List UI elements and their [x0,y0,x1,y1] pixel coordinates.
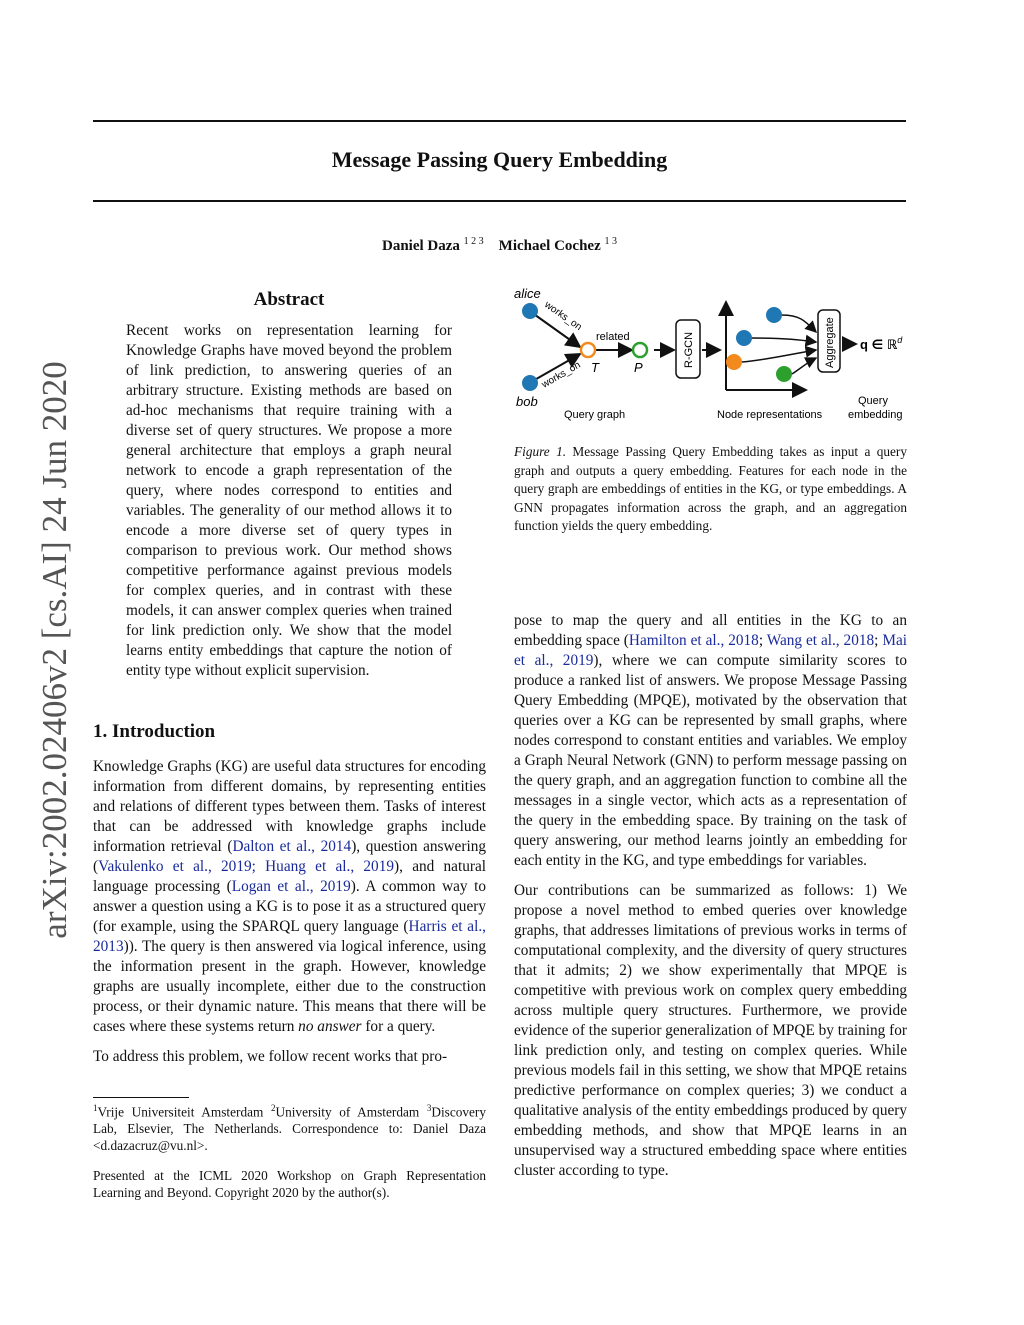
node-repr-label: Node representations [717,409,823,421]
author-name: Michael Cochez [498,238,601,254]
citation-link[interactable]: Harris et al., 2013 [93,918,486,955]
citation-link[interactable]: Vakulenko et al., 2019; Huang et al., 2019 [98,858,395,875]
citation-link[interactable]: Hamilton et al., 2018 [628,632,759,649]
works-on-label-1: works_on [542,299,584,334]
aggregate-label: Aggregate [824,317,836,368]
works-on-label-2: works_on [540,359,583,391]
bob-label: bob [516,394,538,409]
repr-point [736,330,752,346]
figure-1 [506,282,916,427]
query-emb-label: Query [858,395,888,407]
node-bob [522,375,538,391]
author-affil: 1 2 3 [463,236,484,247]
intro-paragraph: To address this problem, we follow recent works that pro- [93,1048,448,1065]
footnote-affiliations: $^1$Vrije Universiteit Amsterdam $^2$University of Amsterdam $^3$Discovery Lab, Elsevier, The Netherlands. Correspondence to: Daniel Daza <d.dazacruz@vu.nl>. [93,1103,486,1154]
intro-paragraph: Knowledge Graphs (KG) are useful data structures for encoding information from different domains, by representing entities and relations of different types between them. Tasks of interest that can be addressed with knowledge graphs include information retrieval (Dalton et al., 2014), question answering (Vakulenko et al., 2019; Huang et al., 2019), and natural language processing (Logan et al., 2019). A common way to answer a question using a KG is to pose it as a structured query (for example, using the SPARQL query language (Harris et al., 2013)). The query is then answered via logical inference, using the information present in the graph. However, knowledge graphs are usually incomplete, either due to the construction process, or their dynamic nature. This means that there will be cases where these systems return no answer for a query. [93,758,487,1035]
query-graph-label: Query graph [564,409,626,421]
author-name: Daniel Daza [382,238,460,254]
footnote-presented: Presented at the ICML 2020 Workshop on Graph Representation Learning and Beyond. Copyright 2020 by the author(s). [93,1168,486,1200]
node-T [581,343,595,357]
citation-link[interactable]: Wang et al., 2018 [766,632,875,649]
repr-point [766,307,782,323]
related-label: related [596,331,630,343]
rgcn-label: R-GCN [683,331,695,368]
arxiv-side-label: arXiv:2002.02406v2 [cs.AI] 24 Jun 2020 [35,361,74,939]
intro-right-column [514,611,907,1181]
title-rule [93,200,906,202]
intro-left-column [93,757,486,1067]
top-rule [93,120,906,122]
caption-text: Message Passing Query Embedding takes as input a query graph and outputs a query embedding. Features for each node in the query graph are embeddings of entities in the KG, or type embeddings. A GNN propagates information across the graph, and an aggregation function yields the query embedding. [514,444,907,533]
paper-title: Message Passing Query Embedding [331,147,668,172]
intro-paragraph: Our contributions can be summarized as follows: 1) We propose a novel method to embed queries over knowledge graphs, that addresses limitations of previous works in terms of computational complexity, and the diversity of query structures that it admits; 2) we show experimentally that MPQE is competitive with previous work on complex query embedding across multiple query structures. Furthermore, we provide evidence of the superior generalization of MPQE by training for link prediction only, and testing on complex queries. While previous models fail in this setting, we show that MPQE retains predictive performance on complex queries; 3) we conduct a qualitative analysis of the entity embeddings produced by query embedding methods, and show that MPQE learns in an unsupervised way a structured embedding space where entities cluster according to type. [514,882,907,1179]
footnote-rule [93,1097,189,1098]
P-label: P [634,360,643,375]
abstract-text: Recent works on representation learning for Knowledge Graphs have moved beyond the problem of link prediction, to answering queries of an arbitrary structure. Existing methods are based on ad-hoc mechanisms that require training with a diverse set of query structures. We propose a more general architecture that employs a graph neural network to encode a graph representation of the query, where nodes correspond to entities and variables. The generality of our method allows it to encode a more diverse set of query types in comparison to previous work. Our method shows competitive performance against previous models for complex queries, and in contrast with these models, it can answer complex queries when trained for link prediction only. We show that the model learns entity embeddings that capture the notion of entity type without explicit supervision. [126,322,452,679]
caption-label: Figure 1. [514,444,567,459]
repr-point [776,366,792,382]
author-affil: 1 3 [604,236,617,247]
repr-point [726,354,742,370]
node-alice [522,303,538,319]
figure-caption [514,443,907,536]
intro-paragraph: pose to map the query and all entities in the KG to an embedding space (Hamilton et al., 2018; Wang et al., 2018; Mai et al., 2019), where we can compute similarity scores to produce a ranked list of answers. We propose Message Passing Query Embedding (MPQE), motivated by the observation that queries over a KG can be represented by small graphs, where nodes correspond to constant entities and variables. We employ a Graph Neural Network (GNN) to perform message passing on the query graph, and an aggregation function to combine all the messages in a single vector, which acts as a representation of the query in the embedding space. By training on the task of query answering, our method learns jointly an embedding for each entity in the KG, and type embeddings for variables. [514,612,907,869]
citation-link[interactable]: Logan et al., 2019 [231,878,351,895]
query-emb-label: embedding [848,409,903,421]
node-P [633,343,647,357]
author-list [93,236,906,255]
abstract-heading: Abstract [253,289,325,310]
output-label: q ∈ ℝ$^d$ [860,335,903,352]
alice-label: alice [514,286,541,301]
section-heading: 1. Introduction [93,721,216,742]
citation-link[interactable]: Dalton et al., 2014 [232,838,352,855]
citation-link[interactable]: Mai et al., 2019 [514,632,907,669]
T-label: T [591,360,599,375]
